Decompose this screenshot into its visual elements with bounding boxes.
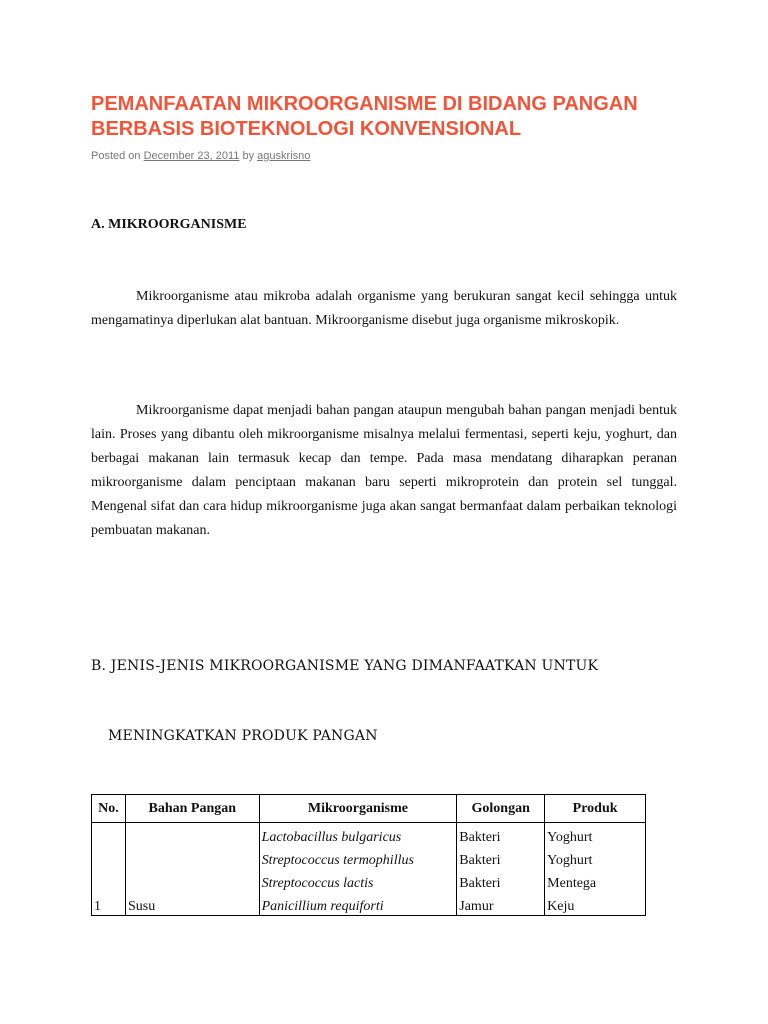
table-header-row xyxy=(92,795,646,823)
cell-golongan: Bakteri xyxy=(457,823,545,847)
section-a-heading: A. MIKROORGANISME xyxy=(91,217,247,232)
table-row xyxy=(92,869,646,892)
cell-bahan-pangan: Susu xyxy=(125,892,259,916)
cell-bahan-pangan xyxy=(125,823,259,847)
cell-bahan-pangan xyxy=(125,846,259,869)
cell-produk: Keju xyxy=(545,892,646,916)
header-golongan: Golongan xyxy=(457,795,545,823)
cell-mikroorganisme: Lactobacillus bulgaricus xyxy=(259,823,457,847)
header-no: No. xyxy=(92,795,126,823)
microorganism-table xyxy=(91,794,646,916)
cell-produk: Mentega xyxy=(545,869,646,892)
cell-mikroorganisme: Streptococcus lactis xyxy=(259,869,457,892)
cell-golongan: Bakteri xyxy=(457,846,545,869)
cell-no xyxy=(92,823,126,847)
header-bahan-pangan: Bahan Pangan xyxy=(125,795,259,823)
section-b-heading-line-1: B. JENIS-JENIS MIKROORGANISME YANG DIMANFAATKAN UNTUK xyxy=(91,658,599,674)
cell-no xyxy=(92,846,126,869)
section-b-heading-line-2: MENINGKATKAN PRODUK PANGAN xyxy=(108,728,378,744)
header-produk: Produk xyxy=(545,795,646,823)
post-title: PEMANFAATAN MIKROORGANISME DI BIDANG PANGAN BERBASIS BIOTEKNOLOGI KONVENSIONAL xyxy=(91,93,638,140)
cell-no: 1 xyxy=(92,892,126,916)
header-mikroorganisme: Mikroorganisme xyxy=(259,795,457,823)
cell-mikroorganisme: Streptococcus termophillus xyxy=(259,846,457,869)
cell-bahan-pangan xyxy=(125,869,259,892)
paragraph-1: Mikroorganisme atau mikroba adalah organisme yang berukuran sangat kecil sehingga untuk mengamatinya diperlukan alat bantuan. Mikroorganisme disebut juga organisme mikroskopik. xyxy=(91,289,677,328)
table-row xyxy=(92,846,646,869)
cell-produk: Yoghurt xyxy=(545,823,646,847)
post-meta xyxy=(91,149,310,163)
cell-produk: Yoghurt xyxy=(545,846,646,869)
by-label: by xyxy=(242,150,255,162)
author-link[interactable]: aguskrisno xyxy=(257,150,311,162)
table-row xyxy=(92,892,646,916)
table-row xyxy=(92,823,646,847)
post-date-link[interactable]: December 23, 2011 xyxy=(143,150,240,162)
paragraph-2: Mikroorganisme dapat menjadi bahan pangan ataupun mengubah bahan pangan menjadi bentuk lain. Proses yang dibantu oleh mikroorganisme misalnya melalui fermentasi, seperti keju, yoghurt, dan berbagai makanan lain termasuk kecap dan tempe. Pada masa mendatang diharapkan peranan mikroorganisme dalam penciptaan makanan baru seperti mikroprotein dan protein sel tunggal. Mengenal sifat dan cara hidup mikroorganisme juga akan sangat bermanfaat dalam perbaikan teknologi pembuatan makanan. xyxy=(91,403,677,538)
cell-golongan: Bakteri xyxy=(457,869,545,892)
posted-on-label: Posted on xyxy=(91,150,141,162)
cell-no xyxy=(92,869,126,892)
cell-golongan: Jamur xyxy=(457,892,545,916)
cell-mikroorganisme: Panicillium requiforti xyxy=(259,892,457,916)
